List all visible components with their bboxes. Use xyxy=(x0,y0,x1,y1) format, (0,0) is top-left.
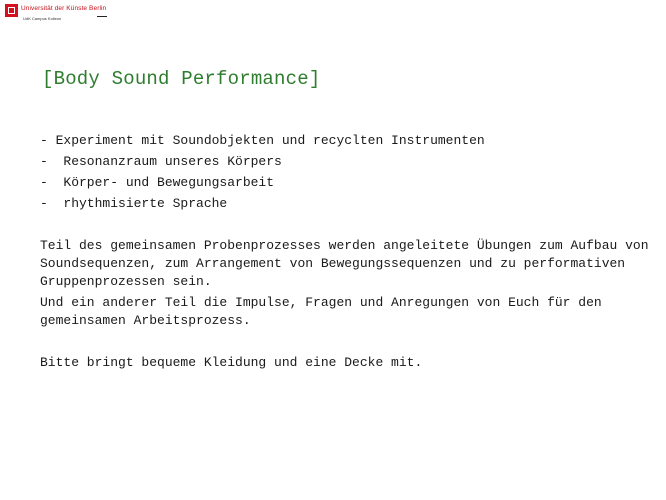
logo-subtitle: UdK Campus Kolleon xyxy=(23,16,62,21)
bullet-item: - Experiment mit Soundobjekten und recyclten Instrumenten xyxy=(40,133,485,148)
bullet-list xyxy=(40,130,485,214)
paragraph-impulses: Und ein anderer Teil die Impulse, Fragen und Anregungen von Euch für den gemeinsamen Arbeitsprozess. xyxy=(40,295,602,328)
paragraph-rehearsal-process: Teil des gemeinsamen Probenprozesses werden angeleitete Übungen zum Aufbau von Soundsequenzen, zum Arrangement von Bewegungssequenzen und zu performativen Gruppenprozessen sein. xyxy=(40,238,649,289)
university-logo xyxy=(5,4,107,24)
slide-title: [Body Sound Performance] xyxy=(42,68,321,90)
bullet-item: - Resonanzraum unseres Körpers xyxy=(40,154,282,169)
bullet-item: - rhythmisierte Sprache xyxy=(40,196,228,211)
logo-divider xyxy=(97,16,107,17)
udk-logo-icon xyxy=(5,4,18,17)
logo-name: Universität der Künste Berlin xyxy=(21,5,107,12)
bullet-item: - Körper- und Bewegungsarbeit xyxy=(40,175,275,190)
paragraph-bring-items: Bitte bringt bequeme Kleidung und eine Decke mit. xyxy=(40,355,423,370)
